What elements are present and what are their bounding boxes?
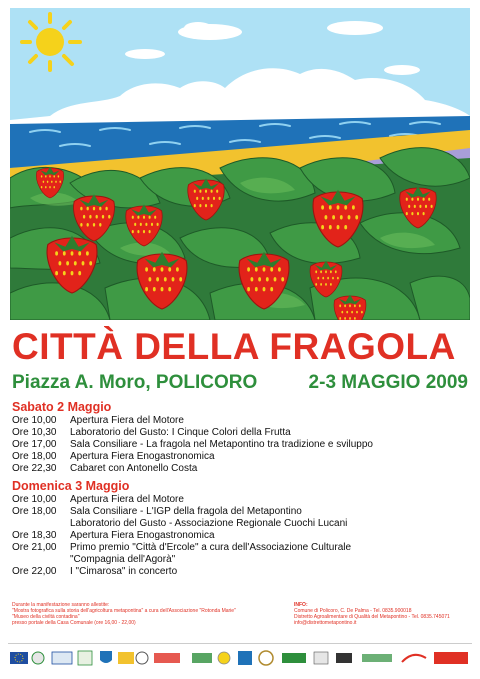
italy-emblem-icon — [32, 652, 44, 664]
event-subtitle — [12, 369, 470, 397]
partner-logo-icon — [336, 653, 352, 663]
event-description: Apertura Fiera del Motore — [70, 415, 184, 426]
event-description: Cabaret con Antonello Costa — [70, 463, 198, 474]
info-line: Comune di Policoro, C. De Palma - Tel. 0835.900018 — [294, 608, 412, 614]
event-time: Ore 18,30 — [12, 530, 57, 541]
event-row — [12, 506, 472, 518]
partner-logo-icon — [136, 652, 148, 664]
event-location: Piazza A. Moro, POLICORO — [12, 372, 258, 393]
footer-note: "Museo della civiltà contadina" — [12, 614, 80, 620]
day-title-sunday: Domenica 3 Maggio — [12, 479, 130, 493]
event-row — [12, 427, 472, 439]
footer-note: "Mostra fotografica sulla storia dell'agricoltura metapontina" a cura dell'Associazione "Rotonda Marie" — [12, 608, 236, 614]
partner-logo-icon — [402, 655, 426, 662]
partner-logo-icon — [218, 652, 230, 664]
program — [12, 400, 472, 578]
event-row — [12, 463, 472, 475]
sun-icon — [22, 14, 80, 70]
event-time: Ore 22,30 — [12, 463, 57, 474]
footer-note: Durante la manifestazione saranno allestite: — [12, 602, 110, 608]
event-time: Ore 21,00 — [12, 542, 57, 553]
event-description: Primo premio "Città d'Ercole" a cura dell'Associazione Culturale — [70, 542, 352, 553]
strawberry-field-illustration — [10, 8, 470, 320]
event-description: Laboratorio del Gusto: I Cinque Colori della Frutta — [70, 427, 291, 438]
partner-logo-icon — [238, 651, 252, 665]
partner-logo-icon — [259, 651, 273, 665]
event-time: Ore 17,00 — [12, 439, 57, 450]
event-time: Ore 18,00 — [12, 451, 57, 462]
event-row — [12, 415, 472, 427]
event-description: Apertura Fiera Enogastronomica — [70, 530, 215, 541]
partner-logo-icon — [154, 653, 180, 663]
info-label: INFO: — [294, 602, 308, 608]
event-description: I "Cimarosa" in concerto — [70, 566, 178, 577]
event-time: Ore 10,00 — [12, 494, 57, 505]
event-time — [12, 554, 70, 566]
event-description: Laboratorio del Gusto - Associazione Regionale Cuochi Lucani — [70, 518, 348, 529]
info-line: Distretto Agroalimentare di Qualità del Metapontino - Tel. 0835.745071 — [294, 614, 450, 620]
partner-logo-icon — [434, 652, 468, 664]
event-time — [12, 518, 70, 530]
day-title-saturday: Sabato 2 Maggio — [12, 400, 112, 414]
event-description: "Compagnia dell'Agorà" — [70, 554, 176, 565]
event-description: Apertura Fiera Enogastronomica — [70, 451, 215, 462]
sponsor-logos — [8, 646, 472, 672]
event-row — [12, 530, 472, 542]
footer-notes — [12, 602, 272, 626]
event-description: Sala Consiliare - L'IGP della fragola del Metapontino — [70, 506, 302, 517]
partner-logo-icon — [314, 652, 328, 664]
event-description: Sala Consiliare - La fragola nel Metapontino tra tradizione e sviluppo — [70, 439, 373, 450]
region-logo-icon — [52, 652, 72, 664]
footer-info — [294, 602, 474, 626]
event-row — [12, 494, 472, 506]
partner-logo-icon — [362, 654, 392, 662]
district-logo-icon — [118, 652, 134, 664]
partner-logo-icon — [192, 653, 212, 663]
event-row — [12, 554, 472, 566]
footer-note: presso portale della Casa Comunale (ore 16,00 - 22,00) — [12, 620, 136, 626]
event-time: Ore 22,00 — [12, 566, 57, 577]
info-email: info@distrettometapontino.it — [294, 620, 357, 626]
cloud-icon — [327, 21, 383, 35]
event-row — [12, 439, 472, 451]
event-time: Ore 10,30 — [12, 427, 57, 438]
strawberry-icon — [334, 295, 366, 320]
event-row — [12, 518, 472, 530]
poster-title: CITTÀ DELLA FRAGOLA — [12, 326, 456, 367]
event-row — [12, 451, 472, 463]
eu-flag-icon — [10, 652, 28, 664]
event-row — [12, 566, 472, 578]
footer-divider — [8, 643, 472, 644]
event-row — [12, 542, 472, 554]
partner-logo-icon — [282, 653, 306, 663]
province-logo-icon — [78, 651, 92, 665]
event-description: Apertura Fiera del Motore — [70, 494, 184, 505]
comune-crest-icon — [100, 651, 112, 663]
event-dates: 2-3 MAGGIO 2009 — [308, 372, 468, 393]
event-time: Ore 10,00 — [12, 415, 57, 426]
event-time: Ore 18,00 — [12, 506, 57, 517]
